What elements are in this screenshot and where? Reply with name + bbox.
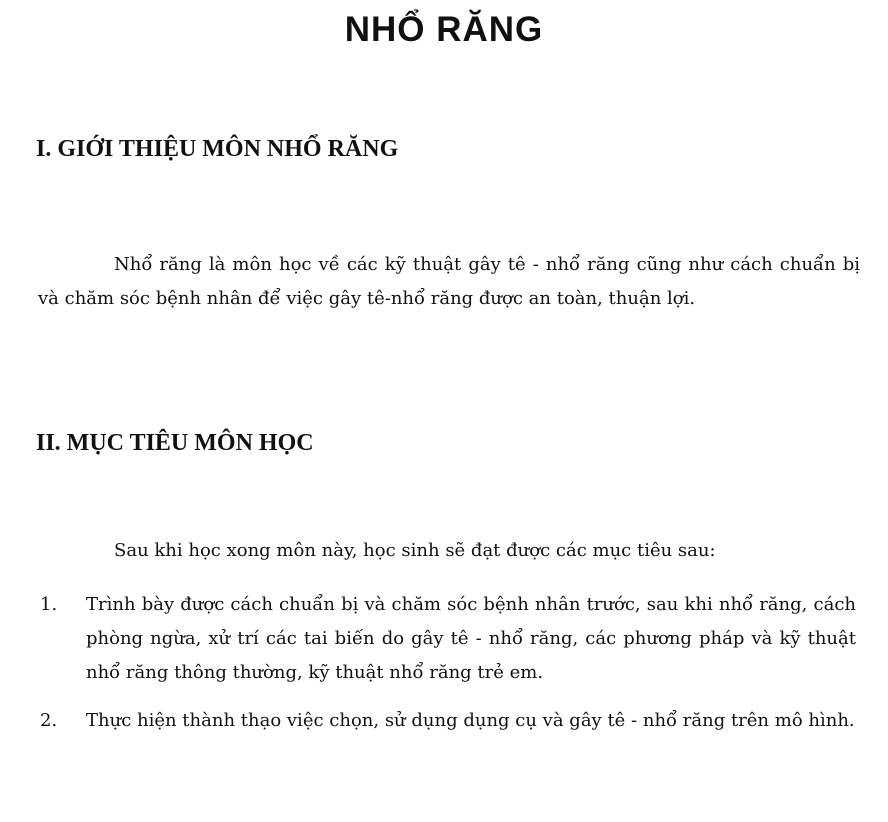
objective-text: Thực hiện thành thạo việc chọn, sử dụng dụng cụ và gây tê - nhổ răng trên mô hình. bbox=[86, 710, 855, 731]
section-heading-introduction: I. GIỚI THIỆU MÔN NHỔ RĂNG bbox=[36, 136, 399, 162]
objective-text: Trình bày được cách chuẩn bị và chăm sóc bệnh nhân trước, sau khi nhổ răng, cách phòng ngừa, xử trí các tai biến do gây tê - nhổ răng, các phương pháp và kỹ thuật nhổ răng thông thường, kỹ thuật nhổ răng trẻ em. bbox=[86, 594, 856, 683]
objectives-intro-text: Sau khi học xong môn này, học sinh sẽ đạt được các mục tiêu sau: bbox=[114, 540, 716, 561]
introduction-paragraph: Nhổ răng là môn học về các kỹ thuật gây tê - nhổ răng cũng như cách chuẩn bị và chăm sóc bệnh nhân để việc gây tê-nhổ răng được an toàn, thuận lợi. bbox=[38, 254, 860, 309]
objective-item-1 bbox=[0, 588, 888, 690]
objective-item-2 bbox=[0, 704, 888, 738]
page-title: NHỔ RĂNG bbox=[344, 10, 544, 49]
objective-number: 2. bbox=[40, 710, 58, 731]
section-heading-objectives: II. MỤC TIÊU MÔN HỌC bbox=[36, 430, 314, 456]
objectives-list bbox=[0, 588, 888, 752]
objective-number: 1. bbox=[40, 594, 58, 615]
